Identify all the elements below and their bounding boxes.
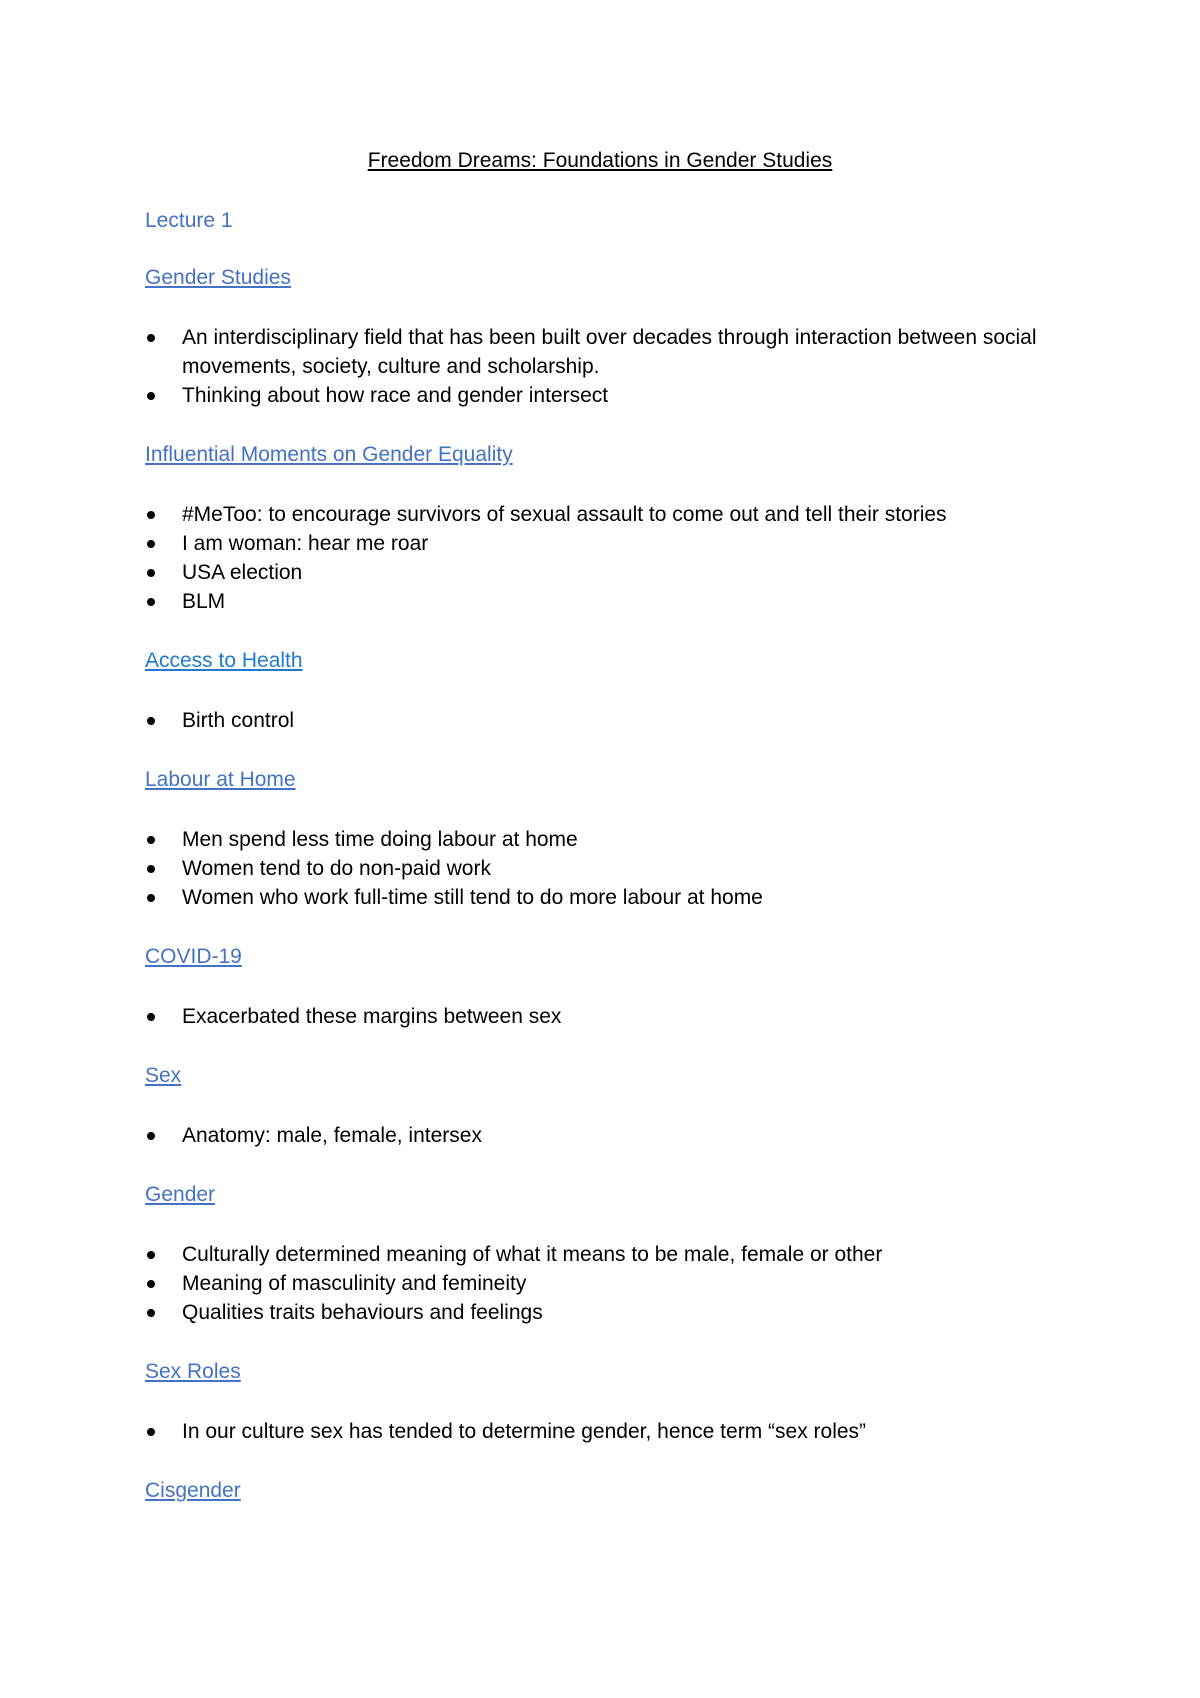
list-item [145, 381, 1065, 410]
list-item-text: Women who work full-time still tend to do more labour at home [182, 886, 763, 909]
bullet-icon [147, 334, 155, 342]
list-item [145, 706, 1065, 735]
list-item [145, 587, 1065, 616]
list-item-text: In our culture sex has tended to determine gender, hence term “sex roles” [182, 1420, 867, 1443]
list-item [145, 500, 1065, 529]
list-item [145, 825, 1065, 854]
section-heading-covid-19[interactable]: COVID-19 [145, 945, 242, 968]
bullet-icon [147, 540, 155, 548]
list-item-text: Qualities traits behaviours and feelings [182, 1301, 543, 1324]
bullet-icon [147, 569, 155, 577]
section-gender-studies [145, 264, 1065, 410]
list-item [145, 1417, 1065, 1446]
section-sex-roles [145, 1358, 1065, 1446]
section-heading-influential-moments[interactable]: Influential Moments on Gender Equality [145, 443, 513, 466]
list-item-text: An interdisciplinary field that has been built over decades through interaction between social movements, society, culture and scholarship. [182, 326, 1037, 378]
bullet-list [145, 323, 1065, 410]
section-heading-labour-at-home[interactable]: Labour at Home [145, 768, 296, 791]
bullet-icon [147, 836, 155, 844]
bullet-icon [147, 1132, 155, 1140]
list-item-text: USA election [182, 561, 303, 584]
section-heading-cisgender[interactable]: Cisgender [145, 1479, 241, 1502]
section-access-to-health [145, 647, 1065, 735]
section-heading-sex-roles[interactable]: Sex Roles [145, 1360, 241, 1383]
list-item-text: Thinking about how race and gender intersect [182, 384, 609, 407]
bullet-icon [147, 392, 155, 400]
list-item-text: Birth control [182, 709, 295, 732]
section-cisgender [145, 1477, 1065, 1505]
list-item [145, 1121, 1065, 1150]
bullet-list [145, 1121, 1065, 1150]
bullet-icon [147, 1428, 155, 1436]
section-heading-access-to-health[interactable]: Access to Health [145, 649, 303, 672]
bullet-list [145, 825, 1065, 912]
section-heading-gender[interactable]: Gender [145, 1183, 216, 1206]
list-item-text: Exacerbated these margins between sex [182, 1005, 562, 1028]
bullet-icon [147, 598, 155, 606]
list-item [145, 323, 1065, 381]
list-item [145, 883, 1065, 912]
list-item-text: Culturally determined meaning of what it means to be male, female or other [182, 1243, 883, 1266]
bullet-list [145, 706, 1065, 735]
bullet-icon [147, 511, 155, 519]
list-item [145, 529, 1065, 558]
document-title: Freedom Dreams: Foundations in Gender Studies [367, 149, 833, 172]
list-item [145, 1298, 1065, 1327]
list-item-text: #MeToo: to encourage survivors of sexual assault to come out and tell their stories [182, 503, 947, 526]
bullet-icon [147, 1013, 155, 1021]
bullet-icon [147, 865, 155, 873]
bullet-icon [147, 894, 155, 902]
list-item [145, 558, 1065, 587]
bullet-list [145, 500, 1065, 616]
section-sex [145, 1062, 1065, 1150]
list-item-text: Women tend to do non-paid work [182, 857, 491, 880]
list-item-text: BLM [182, 590, 226, 613]
bullet-list [145, 1240, 1065, 1327]
list-item [145, 854, 1065, 883]
bullet-icon [147, 1309, 155, 1317]
section-gender [145, 1181, 1065, 1327]
section-heading-sex[interactable]: Sex [145, 1064, 182, 1087]
document-body [145, 264, 1065, 1536]
list-item [145, 1002, 1065, 1031]
list-item-text: Meaning of masculinity and femineity [182, 1272, 527, 1295]
section-influential-moments [145, 441, 1065, 616]
section-labour-at-home [145, 766, 1065, 912]
list-item-text: I am woman: hear me roar [182, 532, 429, 555]
bullet-icon [147, 1251, 155, 1259]
bullet-list [145, 1417, 1065, 1446]
bullet-icon [147, 1280, 155, 1288]
list-item [145, 1240, 1065, 1269]
section-covid-19 [145, 943, 1065, 1031]
list-item [145, 1269, 1065, 1298]
bullet-list [145, 1002, 1065, 1031]
section-heading-gender-studies[interactable]: Gender Studies [145, 266, 291, 289]
lecture-label: Lecture 1 [145, 209, 233, 232]
list-item-text: Anatomy: male, female, intersex [182, 1124, 482, 1147]
bullet-icon [147, 717, 155, 725]
list-item-text: Men spend less time doing labour at home [182, 828, 578, 851]
